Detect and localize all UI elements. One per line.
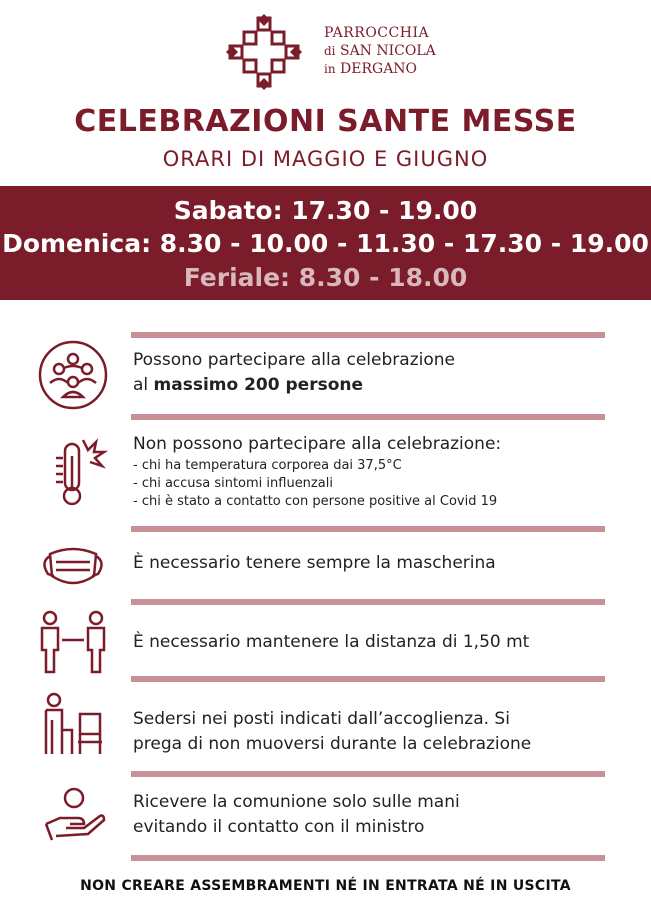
parish-name-line3 xyxy=(324,60,436,78)
exclusion-item: - chi accusa sintomi influenzali xyxy=(133,476,333,491)
communion-line1: Ricevere la comunione solo sulle mani xyxy=(133,792,460,812)
divider xyxy=(131,414,605,420)
parish-name-in: in xyxy=(324,62,336,76)
seating-line2: prega di non muoversi durante la celebrazione xyxy=(133,734,532,754)
exclusion-item: - chi ha temperatura corporea dai 37,5°C xyxy=(133,458,402,473)
capacity-max: massimo 200 persone xyxy=(153,375,364,395)
capacity-rule xyxy=(133,348,603,398)
parish-name-san-nicola: SAN NICOLA xyxy=(339,43,436,59)
capacity-line2 xyxy=(133,373,603,398)
communion-rule xyxy=(133,790,603,840)
exclusions-rule xyxy=(133,432,603,511)
distance-rule: È necessario mantenere la distanza di 1,50 mt xyxy=(133,632,530,652)
saturday-schedule: Sabato: 17.30 - 19.00 xyxy=(173,196,478,225)
parish-name-line2 xyxy=(324,42,436,60)
parish-name-line1: PARROCCHIA xyxy=(324,25,430,41)
page-subtitle: ORARI DI MAGGIO E GIUGNO xyxy=(162,147,489,171)
communion-line2: evitando il contatto con il ministro xyxy=(133,817,425,837)
divider xyxy=(131,599,605,605)
parish-name-di: di xyxy=(324,44,336,58)
capacity-line1: Possono partecipare alla celebrazione xyxy=(133,350,455,370)
divider xyxy=(131,332,605,338)
seated-person-chair-icon xyxy=(38,690,108,760)
divider xyxy=(131,771,605,777)
hand-receiving-icon xyxy=(38,784,108,854)
parish-name xyxy=(324,24,436,78)
parish-name-dergano: DERGANO xyxy=(340,61,418,77)
weekday-schedule: Feriale: 8.30 - 18.00 xyxy=(183,263,468,292)
mask-rule: È necessario tenere sempre la mascherina xyxy=(133,553,496,573)
group-people-icon xyxy=(38,340,108,410)
face-mask-icon xyxy=(38,532,108,602)
mass-schedule-band xyxy=(0,186,651,300)
divider xyxy=(131,676,605,682)
divider xyxy=(131,855,605,861)
divider xyxy=(131,526,605,532)
social-distance-icon xyxy=(38,608,108,678)
exclusion-item: - chi è stato a contatto con persone positive al Covid 19 xyxy=(133,494,498,509)
page-title: CELEBRAZIONI SANTE MESSE xyxy=(74,104,577,139)
seating-line1: Sedersi nei posti indicati dall’accoglienza. Si xyxy=(133,709,510,729)
church-cross-logo-icon xyxy=(226,14,302,90)
sunday-schedule: Domenica: 8.30 - 10.00 - 11.30 - 17.30 - 19.00 xyxy=(2,229,649,258)
exclusions-title: Non possono partecipare alla celebrazione: xyxy=(133,434,502,454)
footer-warning: NON CREARE ASSEMBRAMENTI NÉ IN ENTRATA NÉ IN USCITA xyxy=(80,878,571,894)
capacity-line2-prefix: al xyxy=(133,375,154,395)
parish-logo xyxy=(226,14,448,84)
seating-rule xyxy=(133,707,603,757)
thermometer-icon xyxy=(38,436,108,506)
